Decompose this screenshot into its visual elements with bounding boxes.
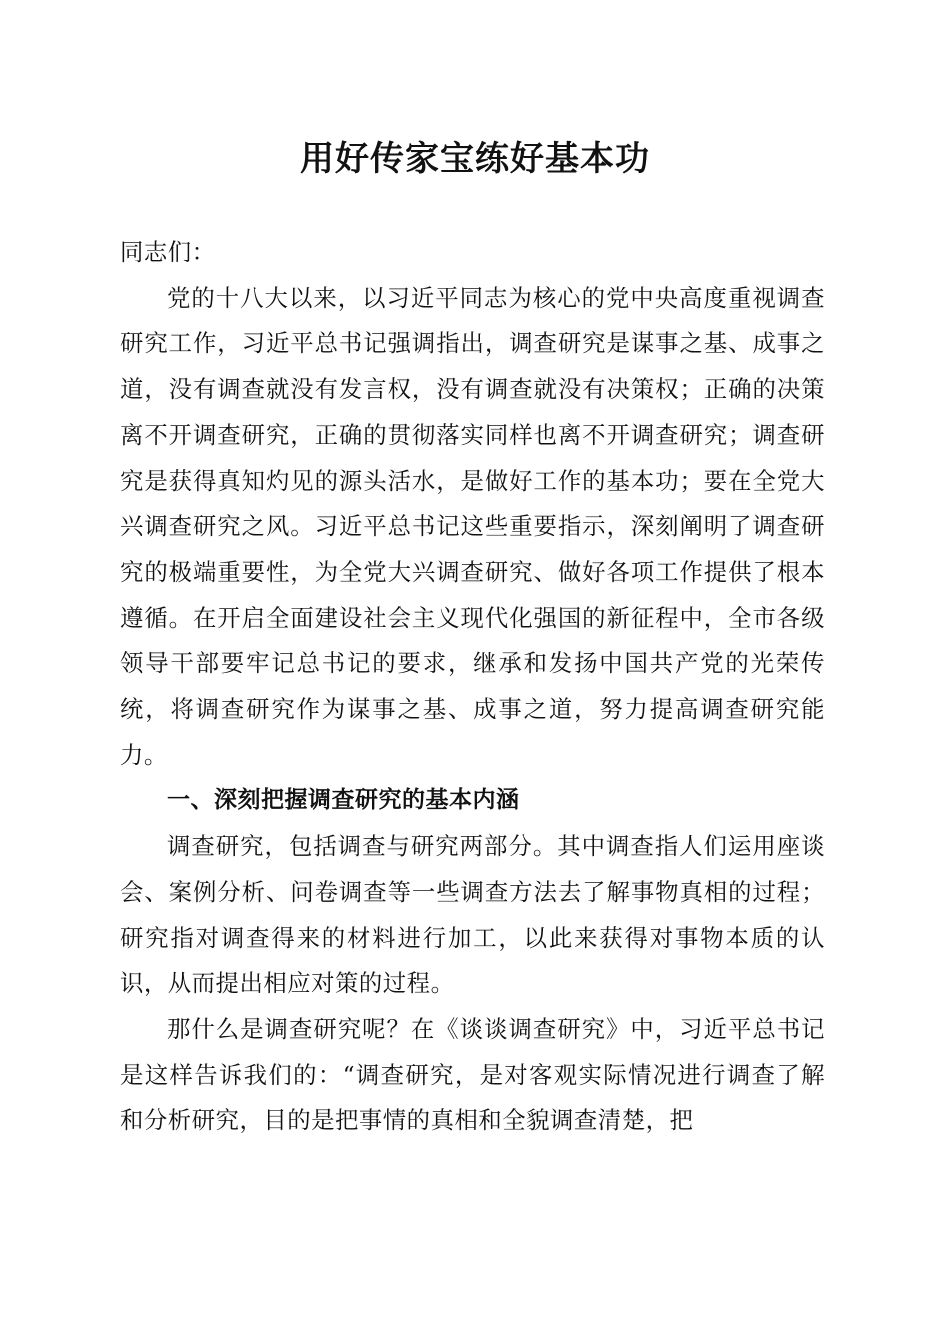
document-title: 用好传家宝练好基本功 [300, 139, 650, 179]
section-heading: 一、深刻把握调查研究的基本内涵 [167, 787, 520, 814]
section-paragraph-1: 调查研究，包括调查与研究两部分。其中调查指人们运用座谈会、案例分析、问卷调查等一些调查方法去了解事物真相的过程；研究指对调查得来的材料进行加工，以此来获得对事物本质的认识，从而提出相应对策的过程。 [120, 832, 825, 998]
document-body [120, 230, 825, 1144]
intro-paragraph: 党的十八大以来，以习近平同志为核心的党中央高度重视调查研究工作，习近平总书记强调指出，调查研究是谋事之基、成事之道，没有调查就没有发言权，没有调查就没有决策权；正确的决策离不开调查研究，正确的贯彻落实同样也离不开调查研究；调查研究是获得真知灼见的源头活水，是做好工作的基本功；要在全党大兴调查研究之风。习近平总书记这些重要指示，深刻阐明了调查研究的极端重要性，为全党大兴调查研究、做好各项工作提供了根本遵循。在开启全面建设社会主义现代化强国的新征程中，全市各级领导干部要牢记总书记的要求，继承和发扬中国共产党的光荣传统，将调查研究作为谋事之基、成事之道，努力提高调查研究能力。 [120, 283, 825, 769]
salutation: 同志们： [120, 238, 216, 266]
section-paragraph-2: 那什么是调查研究呢？在《谈谈调查研究》中，习近平总书记是这样告诉我们的：“调查研究，是对客观实际情况进行调查了解和分析研究，目的是把事情的真相和全貌调查清楚，把 [120, 1014, 825, 1135]
